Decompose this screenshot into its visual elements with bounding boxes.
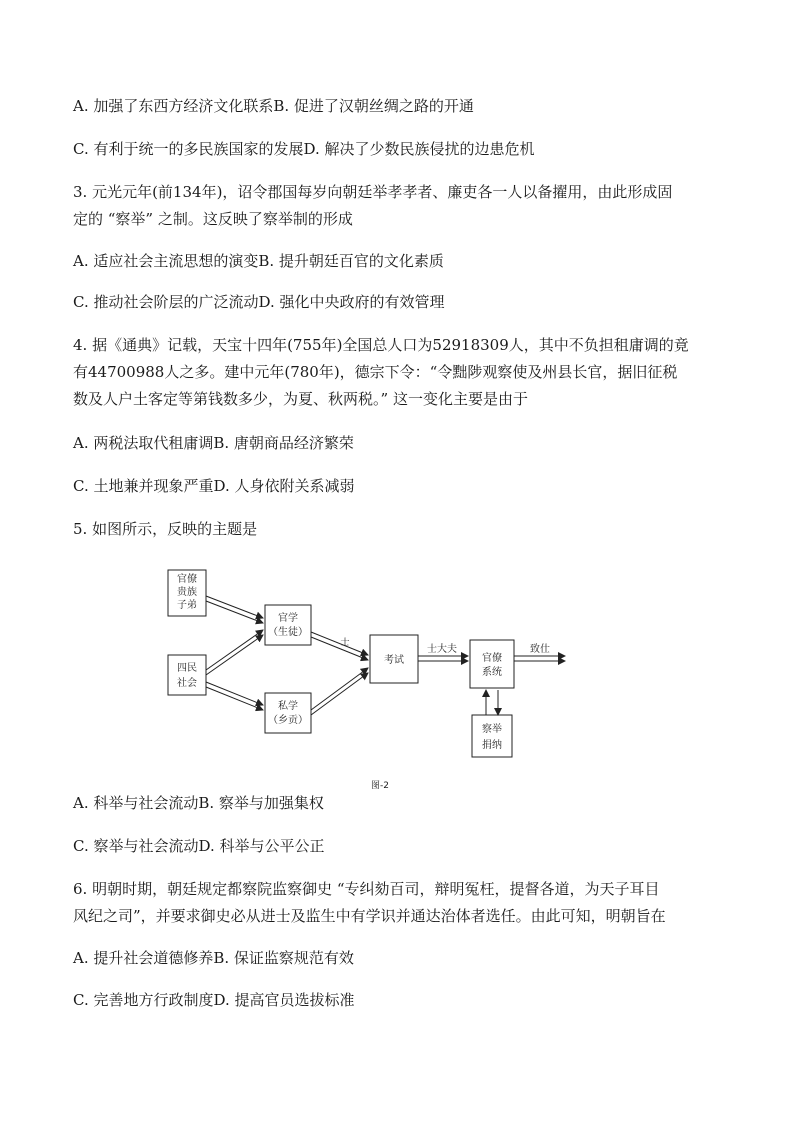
label-shi: 士 (340, 638, 350, 648)
question-4-line-3: 数及人户土客定等第钱数多少，为夏、秋两税。” 这一变化主要是由于 (73, 390, 528, 408)
option-line: C. 察举与社会流动D. 科举与公平公正 (73, 837, 325, 855)
figure-caption: 图-2 (371, 781, 389, 791)
label-scholar-official: 士大夫 (427, 644, 457, 655)
box-text: 四民 (177, 663, 197, 674)
option-line: C. 有利于统一的多民族国家的发展D. 解决了少数民族侵扰的边患危机 (73, 140, 535, 158)
question-6-line-1: 6. 明朝时期，朝廷规定都察院监察御史 “专纠劾百司，辩明冤枉，提督各道，为天子耳目 (73, 880, 660, 898)
box-text: 官僚 (482, 653, 502, 664)
box-text: 子弟 (177, 600, 197, 611)
question-5-line: 5. 如图所示，反映的主题是 (73, 520, 258, 538)
box-private-school (265, 693, 311, 733)
option-line: C. 推动社会阶层的广泛流动D. 强化中央政府的有效管理 (73, 293, 445, 311)
box-text: 捐纳 (482, 740, 502, 751)
box-official-school (265, 605, 311, 645)
question-3-line-1: 3. 元光元年(前134年)，诏令郡国每岁向朝廷举孝孝者、廉吏各一人以备擢用，由此形成固 (73, 183, 673, 201)
option-line: A. 加强了东西方经济文化联系B. 促进了汉朝丝绸之路的开通 (73, 97, 474, 115)
option-line: A. 两税法取代租庸调B. 唐朝商品经济繁荣 (73, 434, 354, 452)
question-4-line-1: 4. 据《通典》记载，天宝十四年(755年)全国总人口为52918309人，其中不负担租庸调的竟 (73, 336, 689, 354)
label-office: 致仕 (530, 644, 550, 655)
box-text: 官学 (278, 613, 298, 624)
option-line: A. 提升社会道德修养B. 保证监察规范有效 (73, 949, 354, 967)
question-3-line-2: 定的 “察举” 之制。这反映了察举制的形成 (73, 210, 353, 228)
flow-diagram (160, 560, 580, 800)
box-text: 官僚 (177, 574, 197, 585)
box-four-people (168, 655, 206, 695)
box-text: 系统 (482, 667, 502, 678)
box-text: （乡贡） (268, 715, 308, 726)
box-text: 社会 (177, 678, 197, 689)
option-line: C. 完善地方行政制度D. 提高官员选拔标准 (73, 991, 355, 1009)
question-4-line-2: 有44700988人之多。建中元年(780年)，德宗下令：“令黜陟观察使及州县长官，据旧征税 (73, 363, 678, 381)
option-line: C. 土地兼并现象严重D. 人身依附关系减弱 (73, 477, 355, 495)
option-line: A. 科举与社会流动B. 察举与加强集权 (73, 794, 324, 812)
box-text: （生徒） (268, 627, 308, 638)
box-bureaucracy (470, 640, 514, 688)
question-6-line-2: 风纪之司”，并要求御史必从进士及监生中有学识并通达治体者选任。由此可知，明朝旨在 (73, 907, 666, 925)
option-line: A. 适应社会主流思想的演变B. 提升朝廷百官的文化素质 (73, 252, 444, 270)
box-text: 察举 (482, 724, 502, 735)
box-text: 私学 (278, 701, 298, 712)
box-text: 贵族 (177, 587, 197, 598)
box-text: 考试 (384, 655, 404, 666)
